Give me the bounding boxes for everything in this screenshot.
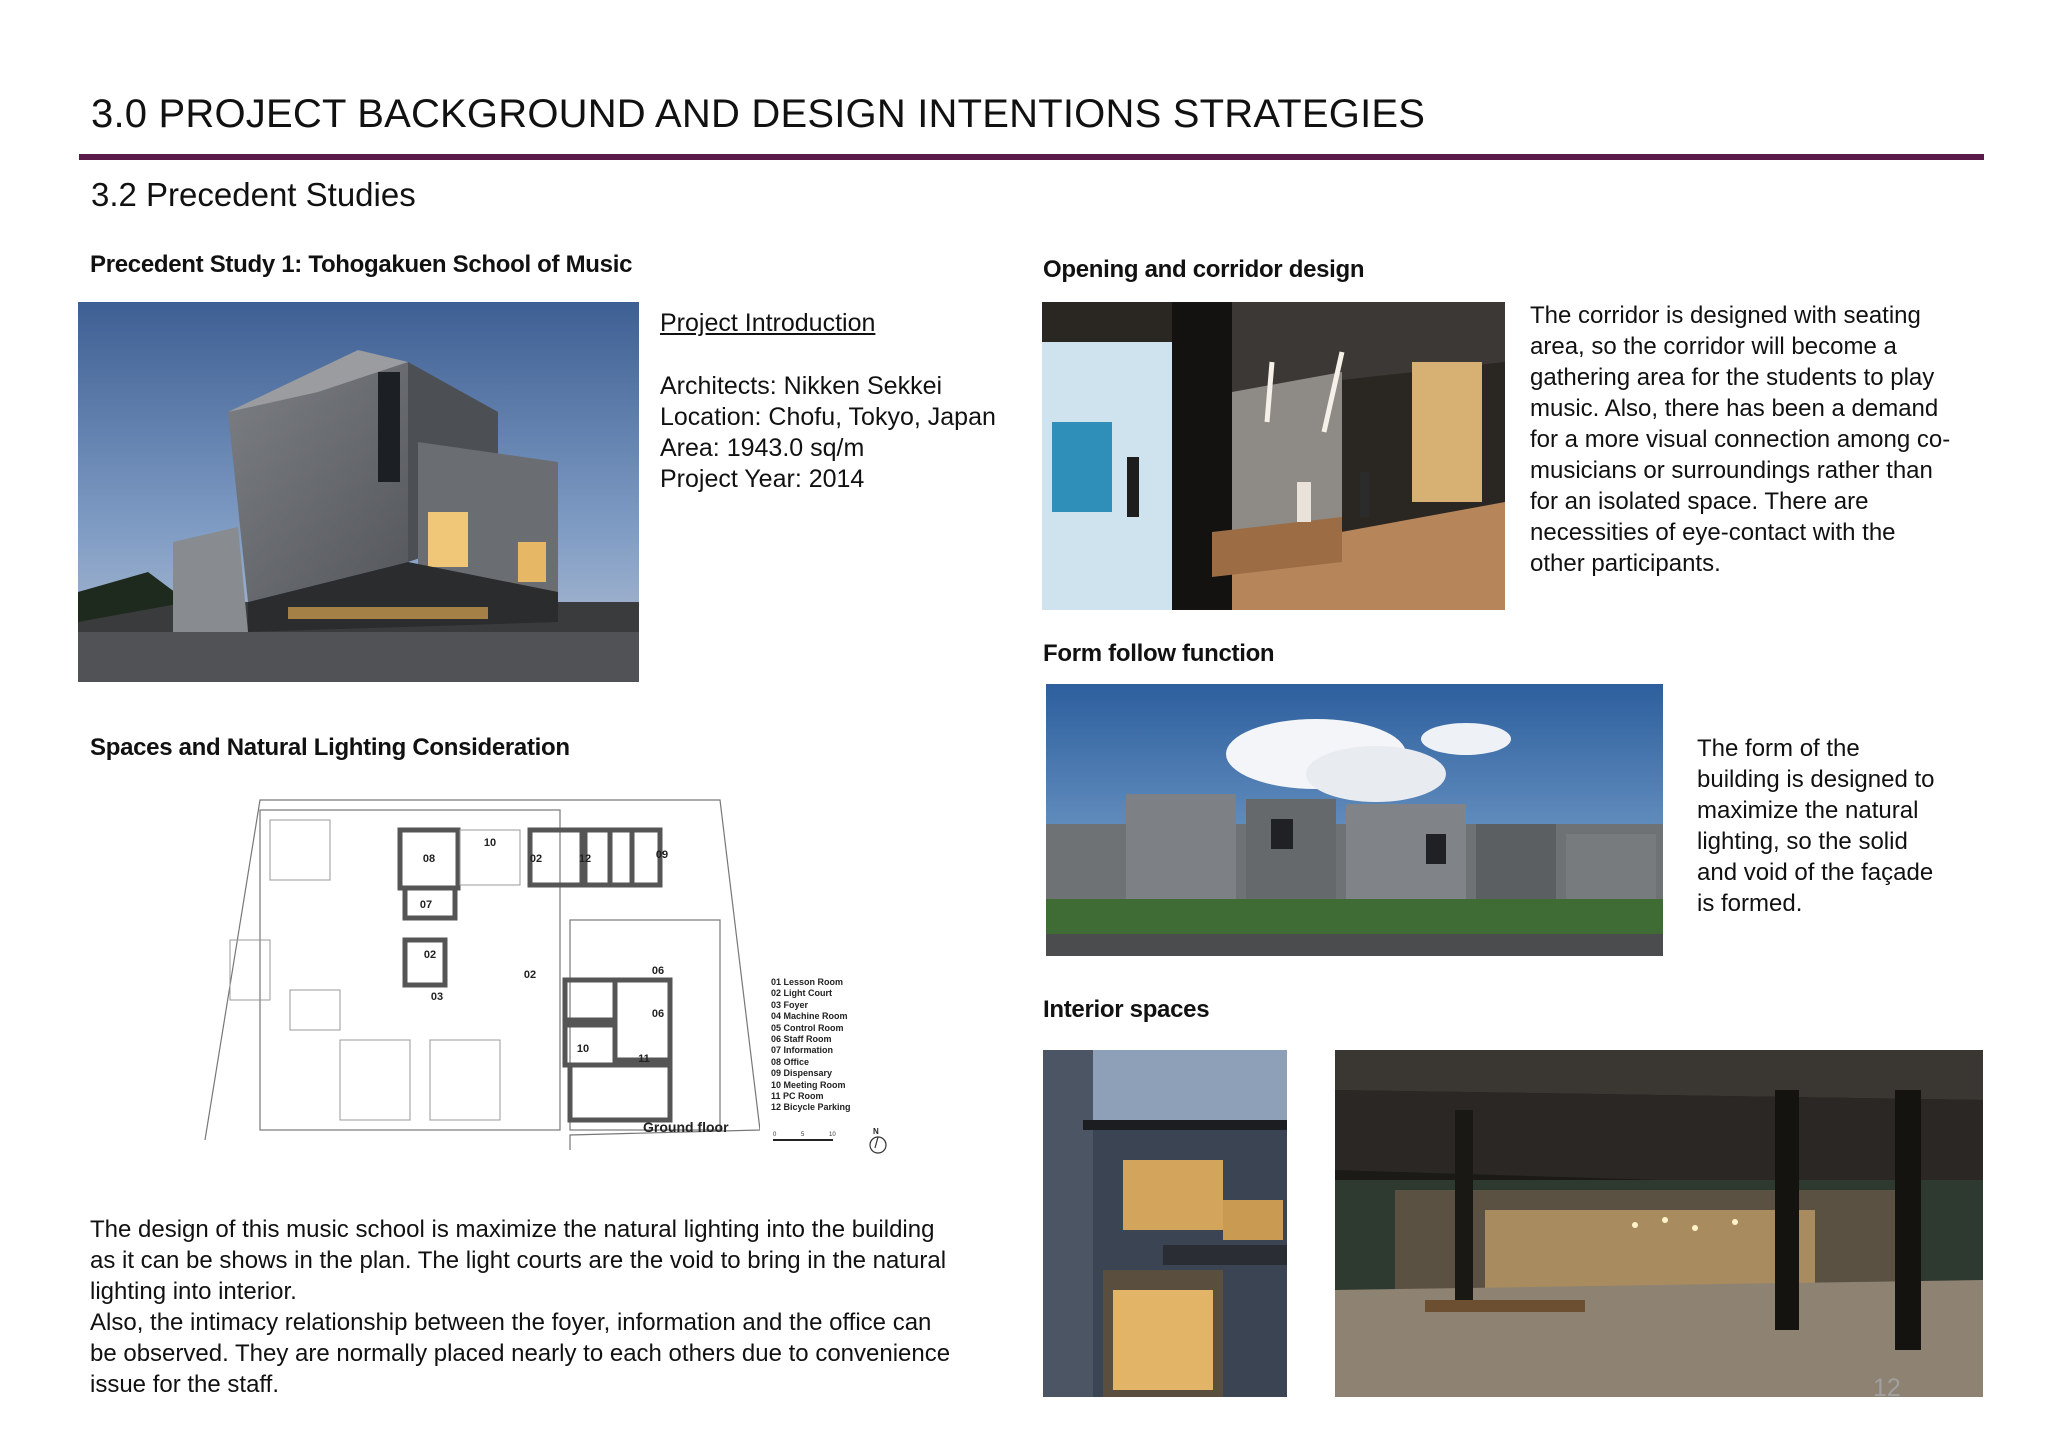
svg-text:5: 5	[801, 1132, 805, 1138]
spaces-heading: Spaces and Natural Lighting Consideration	[90, 734, 570, 761]
scale-bar	[771, 1128, 891, 1158]
description-line: The form of the	[1697, 735, 1860, 762]
plan-legend	[771, 977, 851, 1114]
plan-label-meeting-room: 10	[483, 837, 497, 849]
plan-label-dispensary: 09	[655, 849, 669, 861]
svg-text:10: 10	[829, 1132, 836, 1138]
legend-item: 11 PC Room	[771, 1091, 824, 1102]
section-subtitle: 3.2 Precedent Studies	[91, 176, 416, 213]
page-number: 12	[1873, 1374, 1901, 1402]
description-line: is formed.	[1697, 890, 1803, 917]
plan-label-staff-room: 06	[651, 965, 665, 977]
interior-hall-photo	[1335, 1050, 1983, 1397]
legend-item: 06 Staff Room	[771, 1034, 832, 1045]
description-line: as it can be shows in the plan. The light courts are the void to bring in the natural	[90, 1247, 947, 1274]
interior-heading: Interior spaces	[1043, 996, 1210, 1023]
legend-item: 01 Lesson Room	[771, 977, 844, 987]
description-line: for an isolated space. There are	[1530, 488, 1869, 515]
description-line: lighting, so the solid	[1697, 828, 1908, 855]
location-detail: Location: Chofu, Tokyo, Japan	[660, 403, 996, 431]
description-line: and void of the façade	[1697, 859, 1934, 886]
legend-item: 02 Light Court	[771, 988, 832, 999]
legend-item: 07 Information	[771, 1045, 834, 1056]
corridor-heading: Opening and corridor design	[1043, 256, 1365, 283]
description-line: building is designed to	[1697, 766, 1935, 793]
architects-detail: Architects: Nikken Sekkei	[660, 372, 943, 400]
description-line: gathering area for the students to play	[1530, 364, 1935, 391]
description-line: maximize the natural	[1697, 797, 1919, 824]
plan-caption: Ground floor	[643, 1119, 729, 1135]
description-line: issue for the staff.	[90, 1371, 279, 1398]
plan-label-information: 07	[419, 899, 433, 911]
legend-item: 03 Foyer	[771, 999, 809, 1010]
legend-item: 08 Office	[771, 1056, 810, 1067]
exterior-photo	[78, 302, 639, 682]
description-line: for a more visual connection among co-	[1530, 426, 1951, 453]
description-line: The design of this music school is maximize the natural lighting into the building	[90, 1216, 935, 1243]
legend-item: 12 Bicycle Parking	[771, 1102, 851, 1113]
form-heading: Form follow function	[1043, 640, 1275, 667]
page-title: 3.0 PROJECT BACKGROUND AND DESIGN INTENTIONS STRATEGIES	[91, 92, 1426, 136]
plan-label-pc-room: 11	[638, 1053, 650, 1065]
legend-item: 05 Control Room	[771, 1022, 844, 1033]
header-divider	[79, 154, 1984, 160]
plan-label-office: 08	[422, 853, 436, 865]
plan-label-staff-room-2: 06	[651, 1008, 665, 1020]
interior-courtyard-photo	[1043, 1050, 1287, 1397]
project-details	[660, 371, 996, 495]
study-heading: Precedent Study 1: Tohogakuen School of Music	[90, 251, 633, 278]
description-line: other participants.	[1530, 550, 1721, 577]
corridor-photo	[1042, 302, 1505, 610]
plan-label-foyer: 03	[430, 991, 444, 1003]
year-detail: Project Year: 2014	[660, 465, 865, 493]
legend-item: 04 Machine Room	[771, 1011, 848, 1022]
north-arrow-icon: N	[873, 1128, 879, 1136]
description-line: area, so the corridor will become a	[1530, 333, 1897, 360]
svg-text:0: 0	[773, 1132, 777, 1138]
ground-floor-plan	[200, 790, 760, 1150]
plan-label-meeting-room-2: 10	[576, 1043, 590, 1055]
plan-label-light-court-3: 02	[523, 969, 537, 981]
description-line: The corridor is designed with seating	[1530, 302, 1921, 329]
plan-label-light-court-2: 02	[423, 949, 437, 961]
corridor-description	[1530, 300, 1950, 579]
plan-label-light-court: 02	[529, 853, 543, 865]
legend-item: 10 Meeting Room	[771, 1079, 846, 1090]
form-description	[1697, 733, 1935, 919]
facade-photo	[1046, 684, 1663, 956]
description-line: musicians or surroundings rather than	[1530, 457, 1933, 484]
legend-item: 09 Dispensary	[771, 1068, 833, 1079]
description-line: be observed. They are normally placed nearly to each others due to convenience	[90, 1340, 951, 1367]
description-line: necessities of eye-contact with the	[1530, 519, 1896, 546]
project-introduction-heading: Project Introduction	[660, 309, 876, 337]
description-line: lighting into interior.	[90, 1278, 297, 1305]
spaces-description	[90, 1214, 950, 1400]
area-detail: Area: 1943.0 sq/m	[660, 434, 865, 462]
description-line: Also, the intimacy relationship between the foyer, information and the office can	[90, 1309, 932, 1336]
plan-label-bicycle-parking: 12	[578, 853, 592, 865]
description-line: music. Also, there has been a demand	[1530, 395, 1939, 422]
